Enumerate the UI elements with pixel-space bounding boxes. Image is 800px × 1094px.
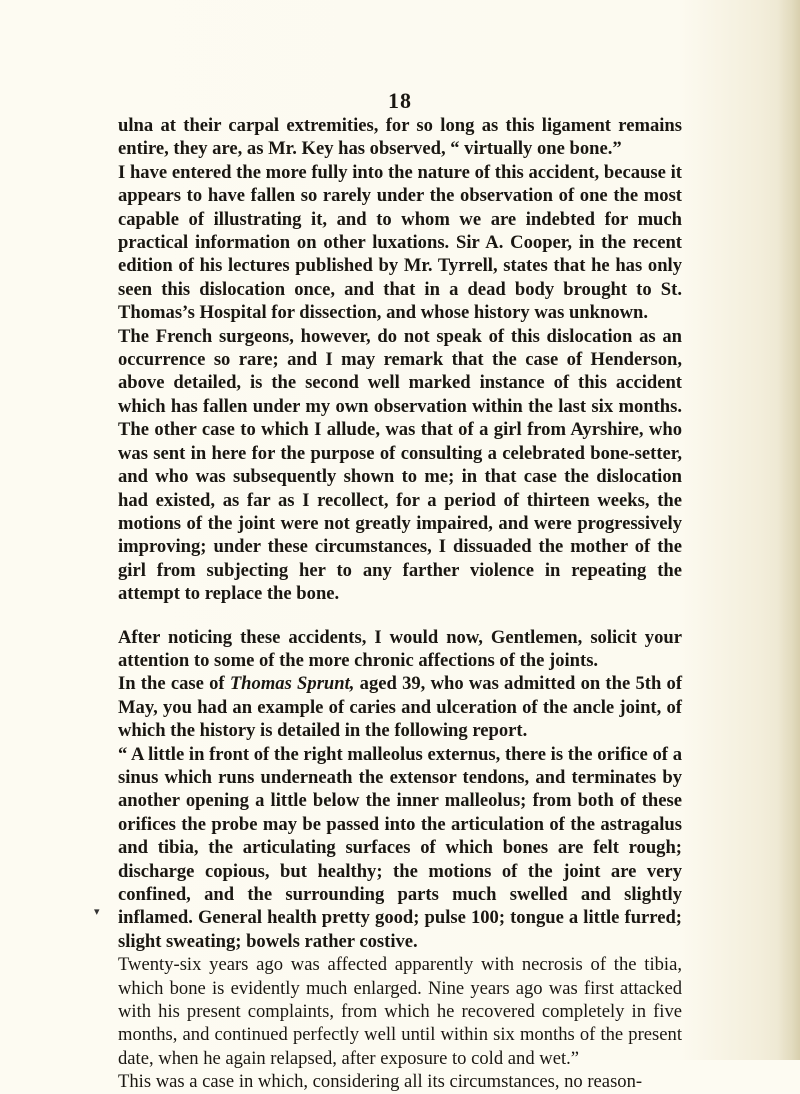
paragraph-6: “ A little in front of the right malleolus externus, there is the orifice of a sinus which runs underneath the extensor tendons, and terminates by another opening a little below the inner malleolus; from both of these orifices the probe may be passed into the articulation of the astragalus and tibia, the articulating surfaces of which bones are felt rough; discharge copious, but healthy; the motions of the joint are very confined, and the surrounding parts much swelled and slightly inflamed. General health pretty good; pulse 100; tongue a little furred; slight sweating; bowels rather costive.: [118, 743, 682, 952]
patient-name: Thomas Sprunt,: [229, 673, 355, 695]
body-text: [118, 114, 682, 1094]
paragraph-8: This was a case in which, considering all its circumstances, no reason-: [118, 1071, 643, 1093]
paragraph-gap: [118, 606, 682, 626]
page-number: 18: [388, 88, 412, 113]
margin-mark: ▾: [94, 906, 100, 918]
paragraph-4: After noticing these accidents, I would now, Gentlemen, solicit your attention to some of the more chronic affections of the joints.: [118, 626, 682, 671]
paragraph-1: ulna at their carpal extremities, for so long as this ligament remains entire, they are, as Mr. Key has observed, “ virtually one bone.”: [118, 115, 682, 160]
paragraph-5-start: In the case of: [118, 673, 230, 695]
paragraph-2: I have entered the more fully into the nature of this accident, because it appears to have fallen so rarely under the observation of one the most capable of illustrating it, and to whom we are indebted for much practical information on other luxations. Sir A. Cooper, in the recent edition of his lectures published by Mr. Tyrrell, states that he has only seen this dislocation once, and that in a dead body brought to St. Thomas’s Hospital for dissection, and whose history was unknown.: [118, 161, 682, 324]
paragraph-5-end: aged 39, who was admitted on the 5th of May, you had an example of caries and ulceration of the ancle joint, of which the history is detailed in the following report.: [118, 673, 683, 742]
paragraph-5: [118, 672, 682, 742]
paragraph-7: Twenty-six years ago was affected apparently with necrosis of the tibia, which bone is evidently much enlarged. Nine years ago was first attacked with his present complaints, from which he recovered completely in five months, and continued perfectly well until within six months of the present date, when he again relapsed, after exposure to cold and wet.”: [118, 954, 682, 1069]
paragraph-3: The French surgeons, however, do not speak of this dislocation as an occurrence so rare; and I may remark that the case of Henderson, above detailed, is the second well marked instance of this accident which has fallen under my own observation within the last six months. The other case to which I allude, was that of a girl from Ayrshire, who was sent in here for the purpose of consulting a celebrated bone-setter, and who was subsequently shown to me; in that case the dislocation had existed, as far as I recollect, for a period of thirteen weeks, the motions of the joint were not greatly impaired, and were progressively improving; under these circumstances, I dissuaded the mother of the girl from subjecting her to any farther violence in repeating the attempt to replace the bone.: [118, 325, 682, 605]
page-edge-shadow: [778, 0, 800, 1060]
